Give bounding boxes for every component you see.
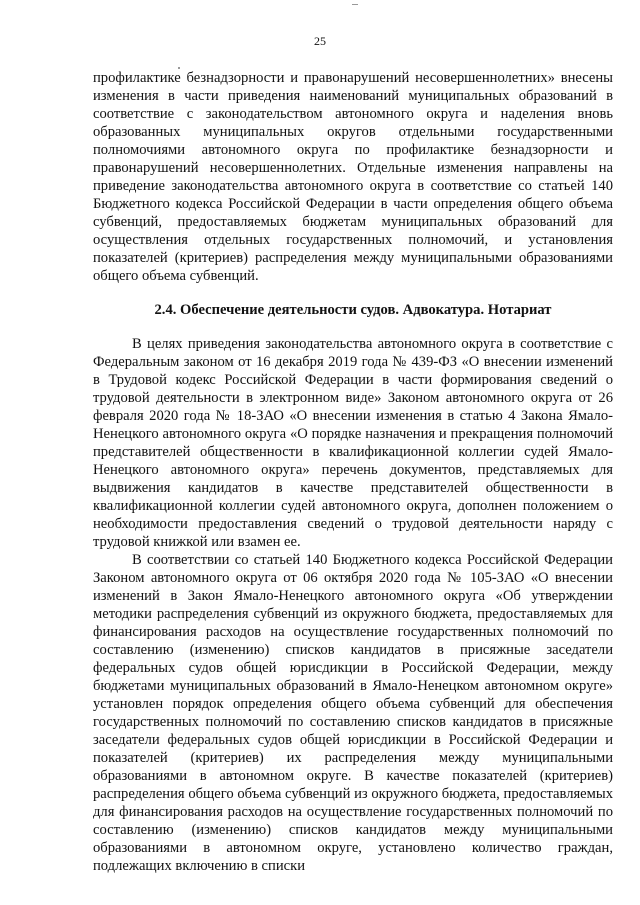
scan-mark: [352, 4, 358, 5]
document-body: [93, 69, 613, 875]
section-heading: 2.4. Обеспечение деятельности судов. Адвокатура. Нотариат: [154, 302, 552, 318]
paragraph-continued: профилактике безнадзорности и правонарушений несовершеннолетних» внесены изменения в части приведения наименований муниципальных образований в соответствие с законодательством автономного округа и наделения вновь образованных муниципальных округов отдельными государственными полномочиями автономного округа по профилактике безнадзорности и правонарушений несовершеннолетних. Отдельные изменения направлены на приведение законодательства автономного округа в соответствие со статьей 140 Бюджетного кодекса Российской Федерации в части определения общего объема субвенций, предоставляемых бюджетам муниципальных образований для осуществления отдельных государственных полномочий, и установления показателей (критериев) распределения между муниципальными образованиями общего объема субвенций.: [93, 70, 613, 284]
page-number: 25: [314, 34, 326, 48]
paragraph: В соответствии со статьей 140 Бюджетного кодекса Российской Федерации Законом автономного округа от 06 октября 2020 года № 105-ЗАО «О внесении изменений в Закон Ямало-Ненецкого автономного округа «Об утверждении методики распределения субвенций из окружного бюджета, предоставляемых для финансирования расходов на осуществление государственных полномочий по составлению (изменению) списков кандидатов в присяжные заседатели федеральных судов общей юрисдикции в Российской Федерации, между бюджетами муниципальных образований в Ямало-Ненецком автономном округе» установлен порядок определения общего объема субвенций для обеспечения государственных полномочий по составлению списков кандидатов в присяжные заседатели федеральных судов общей юрисдикции в Российской Федерации и показателей (критериев) их распределения между муниципальными образованиями в автономном округе. В качестве показателей (критериев) распределения общего объема субвенций из окружного бюджета, предоставляемых для финансирования расходов на осуществление государственных полномочий по составлению (изменению) списков кандидатов между муниципальными образованиями в автономном округе, установлено количество граждан, подлежащих включению в списки: [93, 552, 613, 874]
paragraph: В целях приведения законодательства автономного округа в соответствие с Федеральным законом от 16 декабря 2019 года № 439-ФЗ «О внесении изменений в Трудовой кодекс Российской Федерации в части формирования сведений о трудовой деятельности в электронном виде» Законом автономного округа от 26 февраля 2020 года № 18-ЗАО «О внесении изменения в статью 4 Закона Ямало-Ненецкого автономного округа «О порядке назначения и прекращения полномочий представителей общественности в квалификационной коллегии судей Ямало-Ненецкого автономного округа» перечень документов, представляемых для выдвижения кандидатов в качестве представителей общественности в квалификационной коллегии судей автономного округа, дополнен положением о необходимости предоставления сведений о трудовой деятельности наряду с трудовой книжкой или взамен ее.: [93, 336, 613, 550]
